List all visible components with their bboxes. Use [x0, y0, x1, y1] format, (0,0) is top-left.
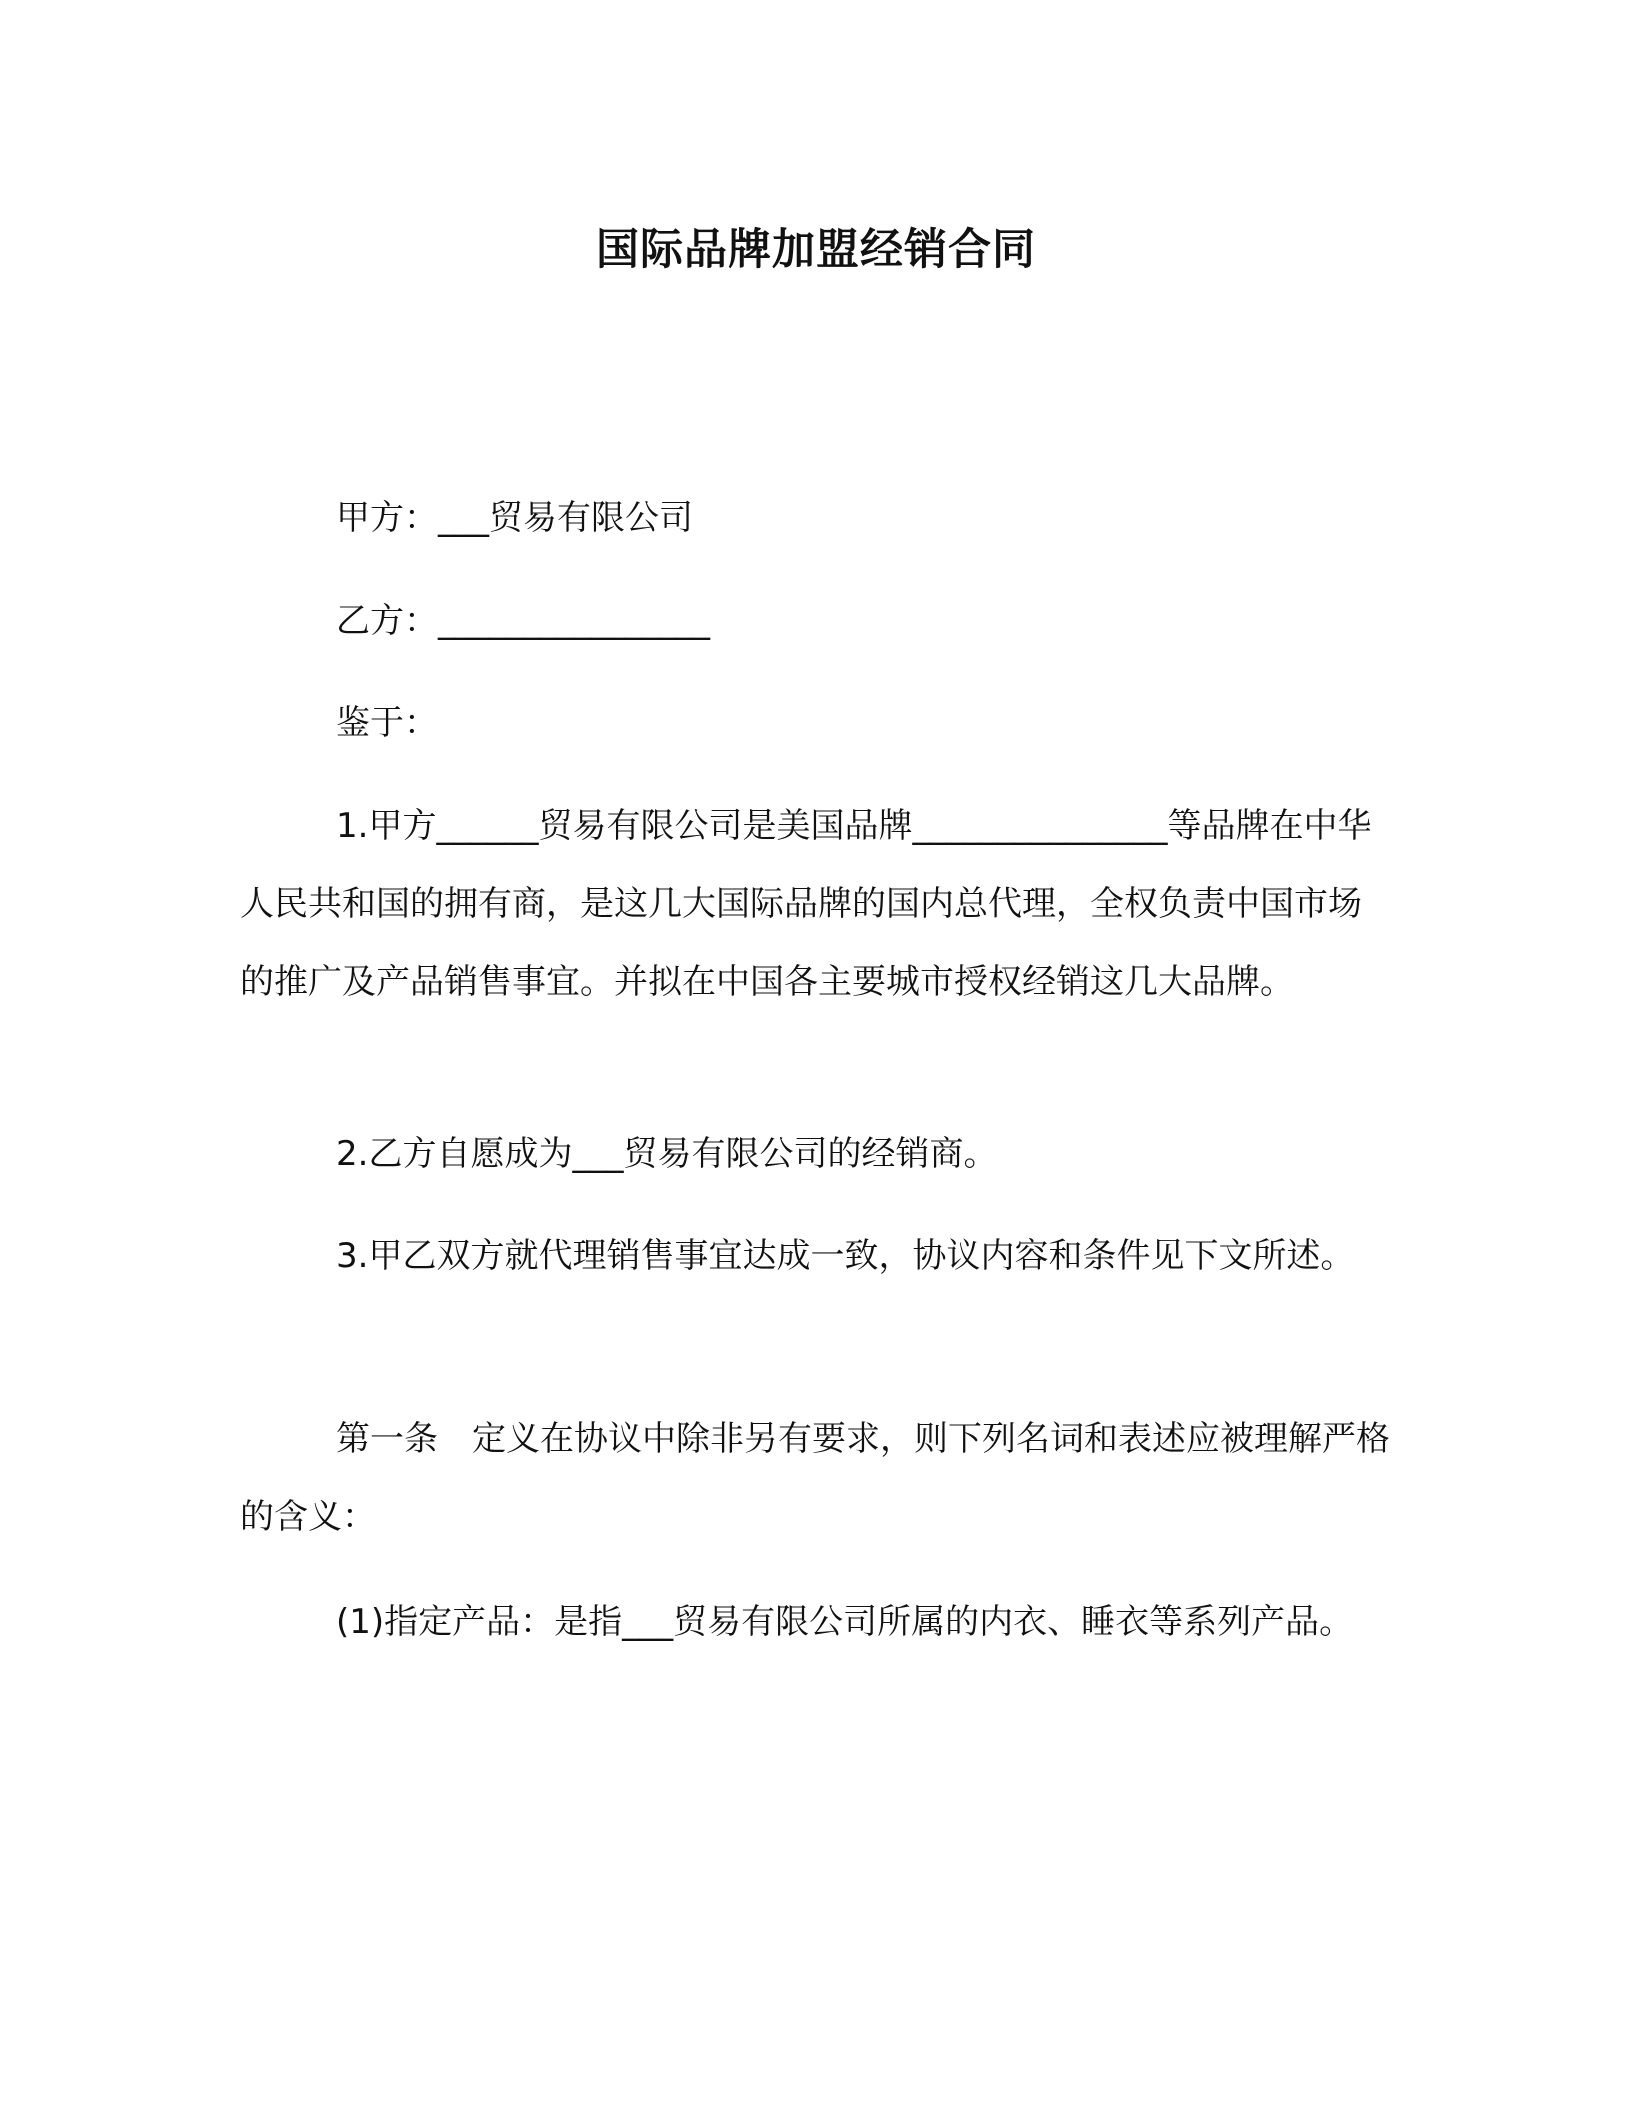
clause-2-paragraph: 2.乙方自愿成为___贸易有限公司的经销商。 [336, 1134, 998, 1174]
party-a-line: 甲方：___贸易有限公司 [336, 498, 693, 538]
clause-3-paragraph: 3.甲乙双方就代理销售事宜达成一致，协议内容和条件见下文所述。 [336, 1236, 1355, 1276]
party-b-line: 乙方：________________ [336, 601, 710, 641]
definition-1-paragraph: (1)指定产品：是指___贸易有限公司所属的内衣、睡衣等系列产品。 [336, 1602, 1354, 1642]
whereas-heading: 鉴于： [336, 703, 438, 743]
article-1-paragraph: 第一条 定义在协议中除非另有要求，则下列名词和表述应被理解严格的含义： [240, 1419, 1390, 1537]
document-title: 国际品牌加盟经销合同 [596, 225, 1036, 275]
clause-1-paragraph: 1.甲方______贸易有限公司是美国品牌_______________等品牌在中华人民共和国的拥有商，是这几大国际品牌的国内总代理，全权负责中国市场的推广及产品销售事宜。并拟在中国各主要城市授权经销这几大品牌。 [240, 806, 1372, 1002]
